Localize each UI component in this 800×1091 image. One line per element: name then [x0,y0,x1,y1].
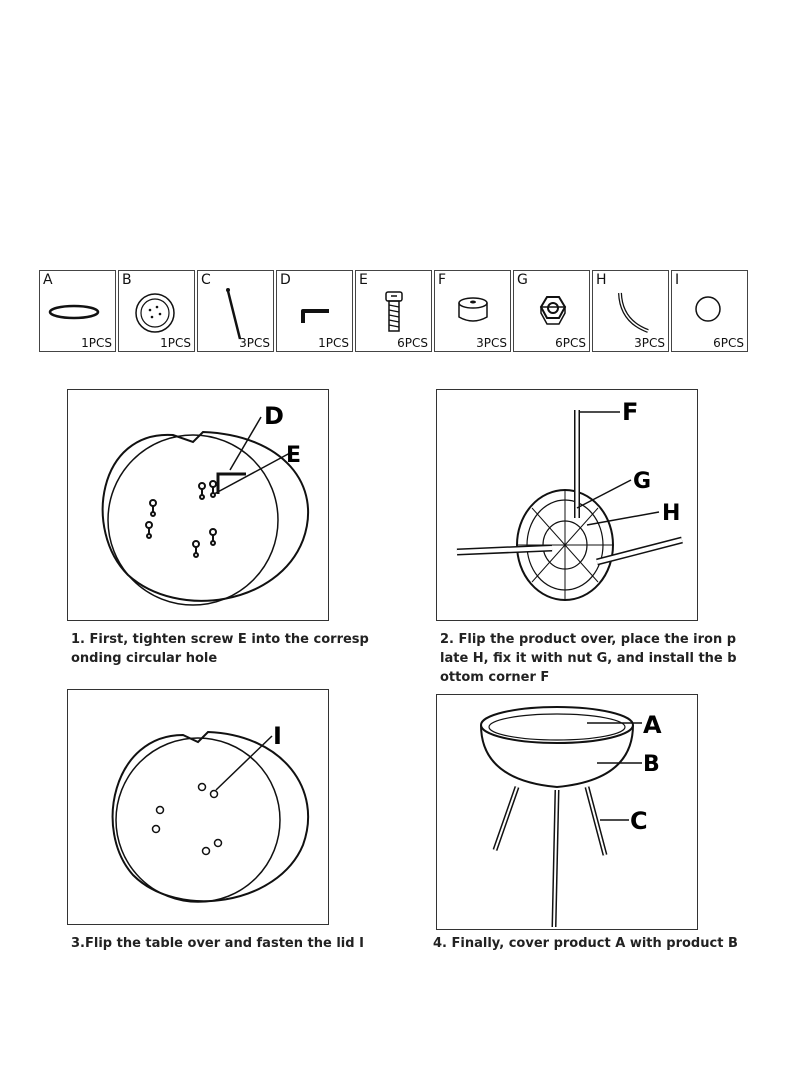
part-c [197,270,274,352]
label-c: C [630,807,648,835]
label-f: F [622,398,639,426]
part-a [39,270,116,352]
caption-line: 2. Flip the product over, place the iron p [440,632,737,647]
part-letter: H [596,272,607,288]
caption-line: ottom corner F [440,670,550,685]
label-i: I [273,722,282,750]
label-a: A [643,711,662,739]
step-4-drawing [437,695,696,928]
label-g: G [633,469,652,494]
part-qty: 1PCS [160,336,191,350]
part-qty: 6PCS [555,336,586,350]
part-letter: E [359,272,368,288]
part-i [671,270,748,352]
parts-list [39,270,749,352]
part-letter: B [122,272,132,288]
part-qty: 1PCS [318,336,349,350]
part-f [434,270,511,352]
label-h: H [662,501,681,526]
part-letter: I [675,272,680,288]
step-4-frame [436,694,698,930]
part-letter: G [517,272,528,288]
step-1-drawing [68,390,327,619]
step-1-frame [67,389,329,621]
part-letter: F [438,272,447,288]
step-3-frame [67,689,329,925]
step-2-drawing [437,390,696,619]
part-e [355,270,432,352]
step-1-caption [71,630,369,668]
part-h [592,270,669,352]
caption-line: 1. First, tighten screw E into the corresp [71,632,369,647]
part-letter: D [280,272,291,288]
step-2-frame [436,389,698,621]
part-qty: 6PCS [713,336,744,350]
part-d [276,270,353,352]
caption-line: 4. Finally, cover product A with product B [433,936,738,951]
step-2-caption [440,630,737,687]
part-g [513,270,590,352]
step-3-drawing [68,690,327,923]
part-qty: 1PCS [81,336,112,350]
label-e: E [286,443,302,468]
part-qty: 3PCS [634,336,665,350]
part-letter: C [201,272,211,288]
part-qty: 3PCS [239,336,270,350]
part-qty: 6PCS [397,336,428,350]
label-b: B [643,752,660,777]
part-letter: A [43,272,53,288]
caption-line: late H, fix it with nut G, and install the b [440,651,737,666]
part-qty: 3PCS [476,336,507,350]
caption-line: onding circular hole [71,651,218,666]
caption-line: 3.Flip the table over and fasten the lid I [71,936,364,951]
step-3-caption [71,934,364,953]
label-d: D [264,402,284,430]
step-4-caption [433,934,738,953]
part-b [118,270,195,352]
